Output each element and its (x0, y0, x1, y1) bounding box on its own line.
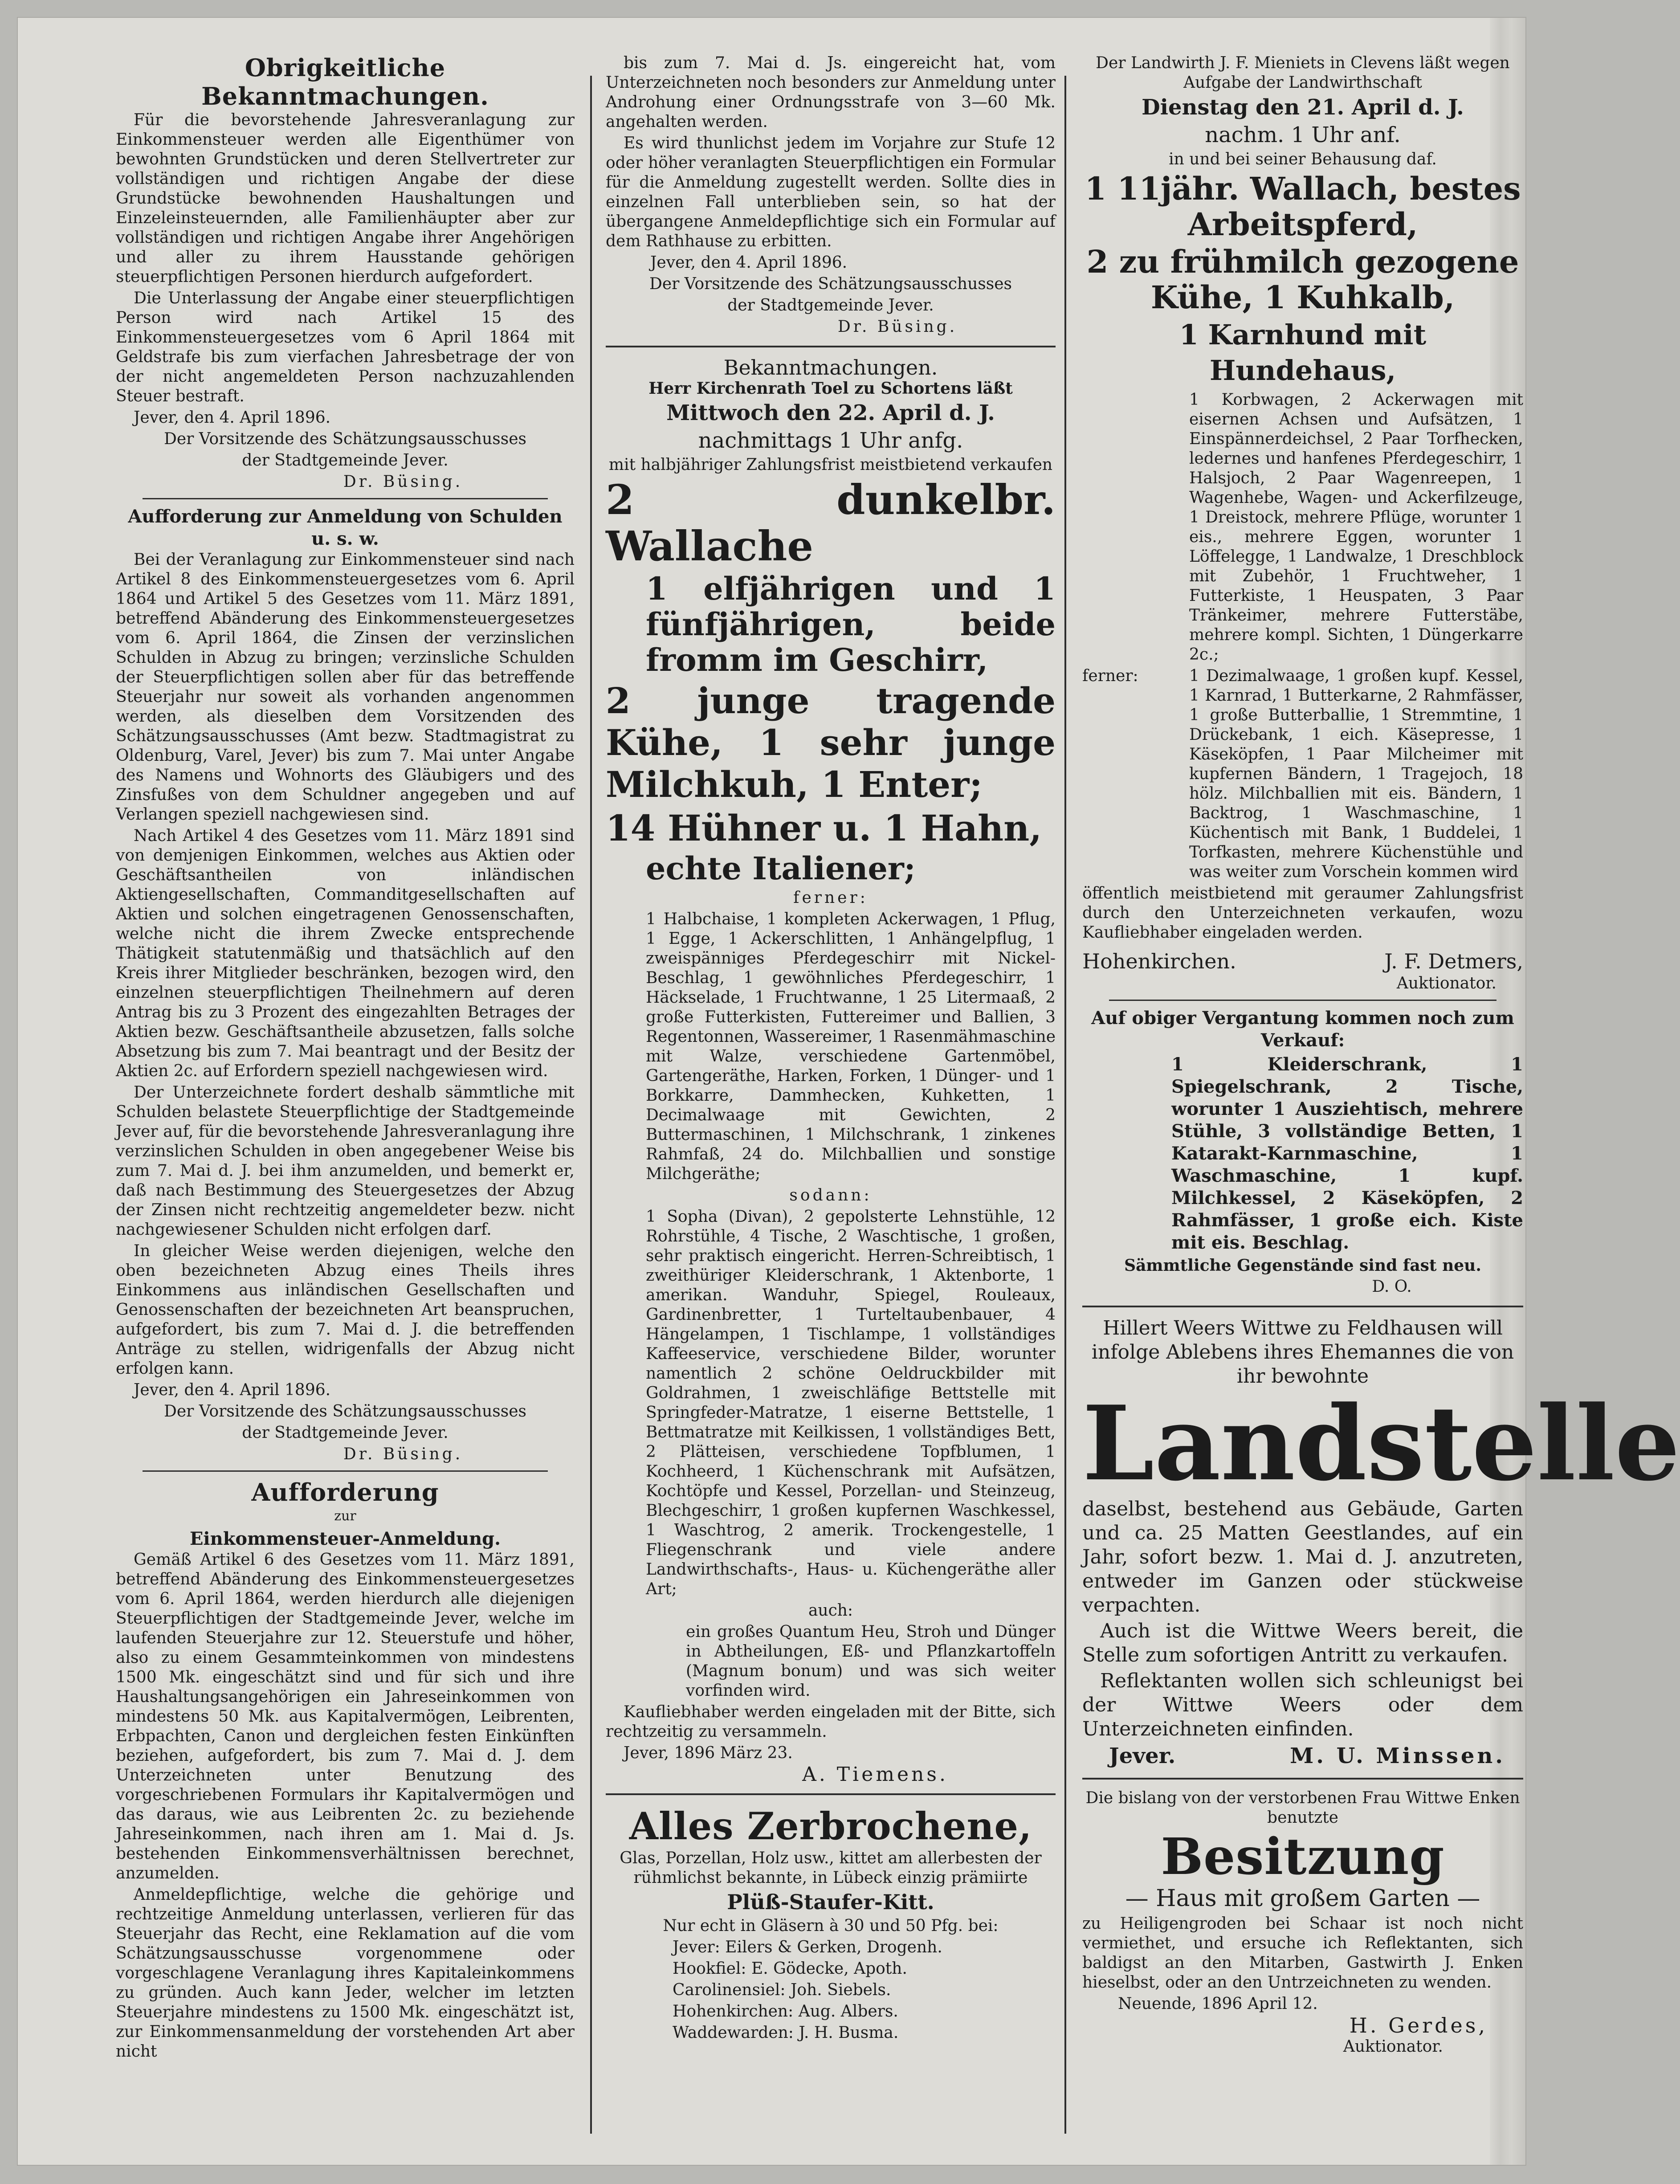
ad-signature: H. Gerdes, (1349, 2013, 1488, 2037)
dealer-item: Hookfiel: E. Gödecke, Apoth. (673, 1959, 907, 1978)
auctioneer-title: Auktionator. (1396, 974, 1497, 992)
auction-closing: Kaufliebhaber werden eingeladen mit der Bitte, sich rechtzeitig zu versammeln. (606, 1703, 1056, 1741)
ad-paragraph: zu Heiligengroden bei Schaar ist noch nicht vermiethet, und ersuche ich Reflektanten, sich baldigst an den Mitarben, Gastwirth J. Enken hieselbst, oder an den Untrzeichneten zu wenden. (1082, 1915, 1523, 1992)
notice-heading: Obrigkeitliche Bekanntmachungen. (201, 53, 489, 110)
column-right (1082, 53, 1680, 2058)
column-rule (1064, 76, 1066, 2134)
auction-highlight: 1 11jähr. Wallach, bestes Arbeitspferd, (1085, 170, 1521, 243)
notice-paragraph: Bei der Veranlagung zur Einkommensteuer sind nach Artikel 8 des Einkommensteuergesetzes vom 6. April 1864 und Artikel 5 des Gesetzes vom 11. März 1891, betreffend Abänderung des Einkommensteuergesetzes vom 6. April 1864, die Zinsen der verzinslichen Schulden in Abzug zu bringen; verzinsliche Schulden der Steuerpflichtigen sollen aber für das betreffende Steuerjahr nur soweit als vorhanden angenommen werden, als dieselben dem Vorsitzenden des Schätzungsausschusses (Amt bezw. Stadtmagistrat zu Oldenburg, Varel, Jever) bis zum 7. Mai unter Angabe des Namens und Wohnorts des Gläubigers und des Zinsfußes von dem Schuldner angegeben und auf Verlangen speziell nachgewiesen sind. (116, 551, 575, 824)
notice-signature: Der Vorsitzende des Schätzungsausschusses (649, 275, 1012, 293)
section-heading: Bekanntmachungen. (723, 355, 938, 380)
notice-signature: Der Vorsitzende des Schätzungsausschusses (163, 1402, 527, 1421)
notice-paragraph: Es wird thunlichst jedem im Vorjahre zur Stufe 12 oder höher veranlagten Steuerpflichtigen ein Formular für die Anmeldung zugestellt werden. Sollte dies in einzelnen Fall unterblieben sein, so hat der übergangene Anmeldepflichtige sich ein Formular auf dem Rathhause zu erbitten. (606, 134, 1056, 250)
notice-paragraph: Für die bevorstehende Jahresveranlagung zur Einkommensteuer werden alle Eigenthümer von bewohnten Grundstücken und deren Stellvertreter zur vollständigen und richtigen Angabe der diese Grundstücke bewohnenden Haushaltungen und Einzeleinsteuernden, alle Familienhäupter aber zur vollständigen und richtigen Angabe ihrer Angehörigen und aller zu ihrem Hausstande gehörigen steuerpflichtigen Personen hierdurch aufgefordert. (116, 111, 575, 286)
ad-signature-row (1082, 1743, 1523, 1769)
auction-place: Jever, 1896 März 23. (624, 1744, 793, 1762)
divider (1109, 1000, 1497, 1001)
notice-date: Jever, den 4. April 1896. (134, 408, 331, 427)
dealer-item: Waddewarden: J. H. Busma. (673, 2024, 899, 2042)
dealer-list (606, 1938, 1056, 2043)
notice-date: Jever, den 4. April 1896. (650, 253, 848, 272)
auction-date: Dienstag den 21. April d. J. (1142, 95, 1464, 120)
extra-signature: D. O. (1372, 1278, 1412, 1296)
auction-place: Hohenkirchen. (1082, 949, 1236, 973)
auctioneer-name: A. Tiemens. (802, 1763, 948, 1786)
auction-highlight: 2 junge tragende Kühe, 1 sehr junge Milchkuh, 1 Enter; (606, 680, 1056, 805)
column-left (116, 53, 575, 2063)
ad-headline: Besitzung (1161, 1828, 1445, 1886)
auctioneer-row (1082, 949, 1523, 974)
list-label: sodann: (789, 1186, 872, 1204)
notice-signature: der Stadtgemeinde Jever. (727, 296, 934, 314)
divider (143, 498, 548, 499)
ad-intro: Hillert Weers Wittwe zu Feldhausen will infolge Ablebens ihres Ehemannes die von ihr bewohnte (1091, 1317, 1514, 1388)
notice-paragraph: Die Unterlassung der Angabe einer steuerpflichtigen Person wird nach Artikel 15 des Einkommensteuergesetzes vom 6 April 1864 mit Geldstrafe bis zum vierfachen Jahresbetrage der von der nicht angemeldeten Person nachzuzahlenden Steuer bestraft. (116, 289, 575, 405)
notice-paragraph: Nach Artikel 4 des Gesetzes vom 11. März 1891 sind von demjenigen Einkommen, welches aus Aktien oder Geschäftsantheilen von inländischen Aktiengesellschaften, Commanditgesellschaften auf Aktien und solchen eingetragenen Genossenschaften, welche nicht die ihrem Zwecke entsprechende Thätigkeit statutenmäßig und thatsächlich auf den Kreis ihrer Mitglieder beschränken, bezogen wird, den einzelnen steuerpflichtigen Theilnehmern auf deren Antrag bis zu 3 Prozent des eingezahlten Betrages der Aktien bezw. Geschäftsantheile abzusetzen, falls solche Absetzung bis zum 7. Mai beantragt und der Besitz der Aktien 2c. auf Erfordern speziell nachgewiesen wird. (116, 827, 575, 1080)
ad-date: Neuende, 1896 April 12. (1118, 1995, 1318, 2013)
notice-signature-name: Dr. Büsing. (837, 318, 958, 336)
column-rule (590, 76, 592, 2134)
notice-paragraph: In gleicher Weise werden diejenigen, welche den oben bezeichneten Abzug eines Theils ihres Einkommens aus inländischen Gesellschaften und Genossenschaften der bezeichneten Art beanspruchen, aufgefordert, bis zum 7. Mai d. J. die betreffenden Anträge zu stellen, widrigenfalls der Abzug nicht erfolgen kann. (116, 1242, 575, 1378)
extra-note: Sämmtliche Gegenstände sind fast neu. (1124, 1256, 1481, 1275)
ad-heading: Alles Zerbrochene, (629, 1804, 1032, 1848)
extra-heading: Auf obiger Vergantung kommen noch zum Verkauf: (1091, 1008, 1514, 1051)
item-list: ein großes Quantum Heu, Stroh und Dünger in Abtheilungen, Eß- und Pflanzkartoffeln (Magnum bonum) und was sich weiter vorfinden wird. (686, 1623, 1056, 1700)
notice-heading: Aufforderung zur Anmeldung von Schulden u. s. w. (128, 506, 563, 549)
dealer-item: Carolinensiel: Joh. Siebels. (673, 1981, 891, 1999)
notice-paragraph: Der Unterzeichnete fordert deshalb sämmtliche mit Schulden belastete Steuerpflichtige der Stadtgemeinde Jever auf, für die bevorstehende Jahresveranlagung ihre verzinslichen Schulden in oben angegebener Weise bis zum 7. Mai d. J. bei ihm anzumelden, und bemerkt er, daß nach Bestimmung des Steuergesetzes der Abzug der Zinsen nicht rechtzeitig angemeldeter bezw. nicht nachgewiesener Schulden nicht erfolgen darf. (116, 1083, 575, 1239)
list-label: ferner: (1082, 667, 1138, 685)
list-label: auch: (808, 1601, 853, 1620)
ad-note: Nur echt in Gläsern à 30 und 50 Pfg. bei: (663, 1917, 999, 1935)
auction-highlight: 2 dunkelbr. Wallache (606, 476, 1056, 570)
ad-place: Jever. (1109, 1743, 1176, 1768)
ad-signature-title: Auktionator. (1343, 2037, 1443, 2056)
auction-highlight: 1 elfjährigen und 1 fünfjährigen, beide fromm im Geschirr, (646, 570, 1056, 678)
notice-heading: Aufforderung (251, 1478, 439, 1506)
notice-paragraph: bis zum 7. Mai d. Js. eingereicht hat, vom Unterzeichneten noch besonders zur Anmeldung unter Androhung einer Ordnungsstrafe von 3—60 Mk. angehalten werden. (606, 54, 1056, 131)
dealer-item: Hohenkirchen: Aug. Albers. (673, 2002, 898, 2021)
ad-text: Glas, Porzellan, Holz usw., kittet am allerbesten der rühmlichst bekannte, in Lübeck einzig prämiirte (620, 1849, 1042, 1887)
auction-terms: mit halbjähriger Zahlungsfrist meistbietend verkaufen (608, 456, 1053, 474)
notice-date: Jever, den 4. April 1896. (134, 1381, 331, 1399)
auction-intro: Herr Kirchenrath Toel zu Schortens läßt (648, 379, 1013, 398)
ad-paragraph: Auch ist die Wittwe Weers bereit, die Stelle zum sofortigen Antritt zu verkaufen. (1082, 1620, 1523, 1666)
ad-paragraph: Reflektanten wollen sich schleunigst bei der Wittwe Weers oder dem Unterzeichneten einfinden. (1082, 1670, 1523, 1740)
notice-subheading: Einkommensteuer-Anmeldung. (189, 1528, 501, 1549)
divider (143, 1470, 548, 1472)
newspaper-page (18, 18, 1680, 2165)
notice-signature-name: Dr. Büsing. (343, 473, 463, 491)
divider (606, 1793, 1056, 1795)
ad-headline: Landstelle (1082, 1384, 1680, 1504)
divider (1082, 1306, 1523, 1307)
ad-paragraph: daselbst, bestehend aus Gebäude, Garten und ca. 25 Matten Geestlandes, auf ein Jahr, sofort bezw. 1. Mai d. J. anzutreten, entweder im Ganzen oder stückweise verpachten. (1082, 1498, 1523, 1617)
auction-time: nachm. 1 Uhr anf. (1205, 122, 1401, 147)
auction-closing: öffentlich meistbietend mit geraumer Zahlungsfrist durch den Unterzeichneten verkaufen, wozu Kaufliebhaber eingeladen werden. (1082, 884, 1523, 942)
auction-highlight: echte Italiener; (646, 850, 916, 887)
ad-product: Plüß-Staufer-Kitt. (727, 1890, 934, 1914)
ad-signature: M. U. Minssen. (1290, 1743, 1505, 1768)
auction-highlight: 14 Hühner u. 1 Hahn, (606, 807, 1042, 849)
notice-signature: Der Vorsitzende des Schätzungsausschusses (163, 430, 527, 448)
auctioneer-name: J. F. Detmers, (1384, 949, 1523, 973)
extra-list: 1 Kleiderschrank, 1 Spiegelschrank, 2 Tische, worunter 1 Ausziehtisch, mehrere Stühle, 3 vollständige Betten, 1 Katarakt-Karnmaschine, 1 Waschmaschine, 1 kupf. Milchkessel, 2 Käseköpfen, 2 Rahmfässer, 1 große eich. Kiste mit eis. Beschlag. (1171, 1054, 1523, 1253)
dealer-item: Jever: Eilers & Gerken, Drogenh. (673, 1938, 942, 1956)
notice-signature: der Stadtgemeinde Jever. (242, 1424, 449, 1442)
ad-intro: Die bislang von der verstorbenen Frau Wittwe Enken benutzte (1085, 1789, 1520, 1827)
column-middle (606, 53, 1056, 2045)
list-row (1082, 666, 1523, 884)
item-list: 1 Dezimalwaage, 1 großen kupf. Kessel, 1 Karnrad, 1 Butterkarne, 2 Rahmfässer, 1 große Butterballie, 1 Stremmtine, 1 Drückebank, 1 eich. Käsepresse, 1 Käseköpfen, 1 Paar Milcheimer mit kupfernen Bändern, 1 Tragejoch, 18 hölz. Milchballien mit eis. Bändern, 1 Backtrog, 1 Waschmaschine, 1 Küchentisch mit Bank, 1 Buddelei, 1 Torfkasten, mehrere Küchenstühle und was weiter zum Vorschein kommen wird (1189, 667, 1523, 881)
ad-subheading: — Haus mit großem Garten — (1125, 1885, 1480, 1912)
item-list: 1 Korbwagen, 2 Ackerwagen mit eisernen Achsen und Aufsätzen, 1 Einspännerdeichsel, 2 Paar Torfhecken, ledernes und hanfenes Pferdegeschirr, 1 Halsjoch, 2 Paar Wagenreepen, 1 Wagenhebe, Wagen- und Ackerfilzeuge, 1 Dreistock, mehrere Pflüge, worunter 1 eis., mehrere Eggen, worunter 1 Löffelegge, 1 Landwalze, 1 Dreschblock mit Zubehör, 1 Fruchtweher, 1 Futterkiste, 1 Heuspaten, 3 Paar Tränkeimer, mehrere Futterstäbe, mehrere kompl. Sichten, 1 Düngerkarre 2c.; (1189, 391, 1523, 664)
divider (606, 346, 1056, 347)
notice-paragraph: Anmeldepflichtige, welche die gehörige und rechtzeitige Anmeldung unterlassen, verlieren für das Steuerjahr das Recht, eine Reklamation auf die vom Schätzungsausschusse vorgenommene oder vorgeschlagene Veranlagung ihres Kapitaleinkommens zu gründen. Auch kann Jeder, welcher im letzten Steuerjahre mindestens zu 1500 Mk. eingeschätzt ist, zur Einkommensanmeldung der vorstehenden Art aber nicht (116, 1886, 575, 2061)
auction-highlight: 1 Karnhund mit Hundehaus, (1179, 318, 1427, 387)
auction-intro: in und bei seiner Behausung daf. (1169, 150, 1437, 168)
notice-paragraph: Gemäß Artikel 6 des Gesetzes vom 11. März 1891, betreffend Abänderung des Einkommensteuergesetzes vom 6. April 1864, werden hierdurch alle diejenigen Steuerpflichtigen der Stadtgemeinde Jever, welche im laufenden Steuerjahre zur 12. Steuerstufe und höher, also zu einem Gesammteinkommen von mindestens 1500 Mk. eingeschätzt sind und für sich und ihre Haushaltungsangehörigen ein Jahreseinkommen von mindestens 50 Mk. aus Kapitalvermögen, Leibrenten, Erbpachten, Canon und dergleichen festen Einkünften beziehen, aufgefordert, bis zum 7. Mai d. J. dem Unterzeichneten unter Benutzung des vorgeschriebenen Formulars ihr Kapitalvermögen und das daraus, wie aus Leibrenten 2c. zu beziehende Jahreseinkommen, nach ihren am 1. Mai d. Js. bestehenden Einkommensverhältnissen berechnet, anzumelden. (116, 1551, 575, 1882)
item-list: 1 Halbchaise, 1 kompleten Ackerwagen, 1 Pflug, 1 Egge, 1 Ackerschlitten, 1 Anhängelpflug, 1 zweispänniges Pferdegeschirr mit Nickel-Beschlag, 1 gewöhnliches Pferdegeschirr, 1 Häckselade, 1 Fruchtwanne, 1 25 Litermaaß, 2 große Futterkisten, Futtereimer und Ballien, 3 Regentonnen, Wassereimer, 1 Rasenmähmaschine mit Walze, verschiedene Gartenmöbel, Gartengeräthe, Harken, Forken, 1 Dünger- und 1 Borkkarre, Dammhecken, Kuhketten, 1 Decimalwaage mit Gewichten, 2 Buttermaschinen, 1 Milchschrank, 1 zinkenes Rahmfaß, 24 do. Milchballien und sonstige Milchgeräthe; (646, 910, 1056, 1183)
divider (1082, 1778, 1523, 1780)
auction-intro: Der Landwirth J. F. Mieniets in Clevens läßt wegen Aufgabe der Landwirthschaft (1096, 54, 1510, 92)
notice-signature: der Stadtgemeinde Jever. (242, 451, 449, 469)
item-list: 1 Sopha (Divan), 2 gepolsterte Lehnstühle, 12 Rohrstühle, 4 Tische, 2 Waschtische, 1 großen, sehr praktisch eingericht. Herren-Schreibtisch, 1 zweithüriger Kleiderschrank, 1 Aktenborte, 1 amerikan. Wanduhr, Spiegel, Rouleaux, Gardinenbretter, 1 Turteltaubenbauer, 4 Hängelampen, 1 Tischlampe, 1 vollständiges Kaffeeservice, verschiedene Bilder, worunter namentlich 2 schöne Oeldruckbilder mit Goldrahmen, 1 zweischläfige Bettstelle mit Springfeder-Matratze, 1 eiserne Bettstelle, 1 Bettmatratze mit Keilkissen, 1 vollständiges Bett, 2 Plätteisen, verschiedene Topfblumen, 1 Kochheerd, 1 Küchenschrank mit Aufsätzen, Kochtöpfe und Kessel, Porzellan- und Steinzeug, Blechgeschirr, 1 großen kupfernen Waschkessel, 1 Waschtrog, 2 amerik. Trockengestelle, 1 Fliegenschrank und viele andere Landwirthschafts-, Haus- u. Küchengeräthe aller Art; (646, 1208, 1056, 1598)
list-label: ferner: (793, 889, 868, 907)
auction-highlight: 2 zu frühmilch gezogene Kühe, 1 Kuhkalb, (1086, 243, 1519, 316)
notice-subheading: zur (334, 1508, 356, 1524)
auction-date: Mittwoch den 22. April d. J. (666, 400, 995, 425)
auction-time: nachmittags 1 Uhr anfg. (698, 428, 963, 453)
notice-signature-name: Dr. Büsing. (343, 1445, 463, 1463)
